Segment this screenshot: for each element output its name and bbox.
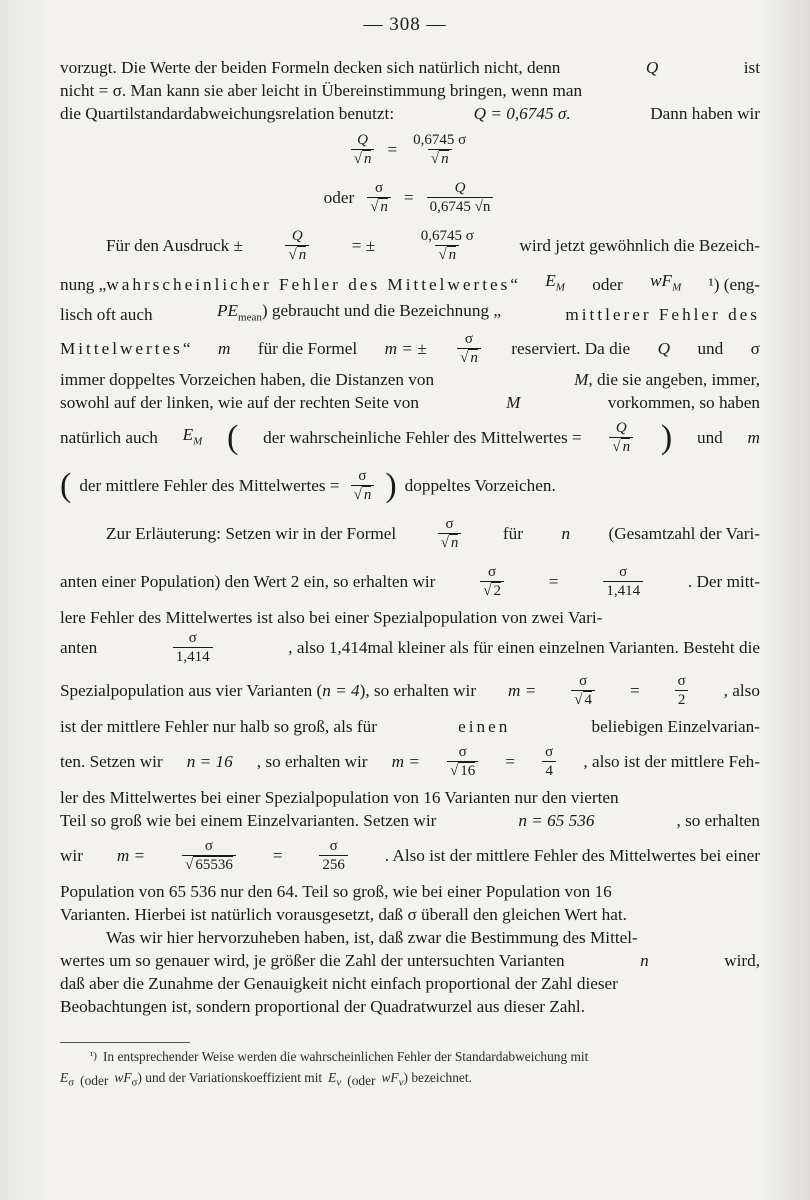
fraction: $\frac{\sigma}{√ 4}$ <box>571 672 595 709</box>
footnote-line: ¹) In entsprechender Weise werden die wahrscheinlichen Fehler der Standardabweichung mit <box>60 1046 760 1067</box>
text-line: anten $\frac{\sigma}{1,414}$ , also 1,414mal kleiner als für einen einzelnen Varianten. Besteht die <box>60 630 760 666</box>
text-line: lere Fehler des Mittelwertes ist also bei einer Spezialpopulation von zwei Vari- <box>60 607 603 627</box>
text-line: ler des Mittelwertes bei einer Spezialpopulation von 16 Varianten nur den vierten <box>60 787 619 807</box>
page-number: — 308 — <box>363 14 447 35</box>
fraction: $\frac{\sigma}{√ 65536}$ <box>182 837 236 874</box>
fraction: $\frac{\sigma}{√ n}$ <box>351 467 375 504</box>
fraction: $\frac{Q}{√ n}$ <box>609 419 633 456</box>
equation-2: oder $\frac{\sigma}{√ n}$ = $\frac{Q}{0,6745 √n}$ <box>60 173 760 221</box>
text-line: Spezialpopulation aus vier Varianten (n = 4), so erhalten wir m = $\frac{\sigma}{√ 4}$ = $\frac{\sigma}{2}$ , also <box>60 673 760 709</box>
text-line: Mittelwertes“ m für die Formel m = ± $\frac{\sigma}{√ n}$ reserviert. Da die Q und σ <box>60 331 760 367</box>
text-line: Was wir hier hervorzuheben haben, ist, daß zwar die Bestimmung des Mittel- <box>106 927 638 947</box>
text-line: Varianten. Hierbei ist natürlich vorausgesetzt, daß σ überall den gleichen Wert hat. <box>60 904 627 924</box>
text-line: wir m = $\frac{\sigma}{√ 65536}$ = $\frac{\sigma}{256}$ . Also ist der mittlere Fehler des Mittelwertes bei einer <box>60 838 760 874</box>
fraction: $\frac{\sigma}{4}$ <box>542 743 556 780</box>
text-line: ist der mittlere Fehler nur halb so groß, als für einen beliebigen Einzelvarian- <box>60 716 760 736</box>
fraction: $\frac{\sigma}{√ n}$ <box>367 179 391 216</box>
text-line: Teil so groß wie bei einem Einzelvarianten. Setzen wir n = 65 536 , so erhalten <box>60 810 760 830</box>
footnote <box>60 1046 760 1094</box>
fraction: $\frac{0,6745 \sigma}{√ n}$ <box>420 227 474 263</box>
text-line: Population von 65 536 nur den 64. Teil so groß, wie bei einer Population von 16 <box>60 881 612 901</box>
text-line: wertes um so genauer wird, je größer die Zahl der untersuchten Varianten n wird, <box>60 950 760 970</box>
fraction: $\frac{\sigma}{√ 2}$ <box>480 563 504 600</box>
text-line: Für den Ausdruck ± $\frac{Q}{√ n}$ = ± $\frac{0,6745 \sigma}{√ n}$ wird jetzt gewöhnlich die Bezeich- <box>106 227 760 263</box>
text-line: daß aber die Zunahme der Genauigkeit nicht einfach proportional der Zahl dieser <box>60 973 618 993</box>
fraction: $\frac{\sigma}{√ n}$ <box>457 330 481 367</box>
fraction: $\frac{Q}{0,6745 √n}$ <box>427 179 494 216</box>
text-line: die Quartilstandardabweichungsrelation benutzt: Q = 0,6745 σ. Dann haben wir <box>60 104 760 123</box>
text-line: anten einer Population) den Wert 2 ein, so erhalten wir $\frac{\sigma}{√ 2}$ = $\frac{\sigma}{1,414}$ . Der mitt- <box>60 564 760 600</box>
text-line: lisch oft auch $PE_{mean}$) gebraucht und die Bezeichnung „ mittlerer Fehler des <box>60 301 760 325</box>
main-text <box>60 56 760 1018</box>
text-line: Beobachtungen ist, sondern proportional der Quadratwurzel aus dieser Zahl. <box>60 996 586 1016</box>
text-line: Zur Erläuterung: Setzen wir in der Formel $\frac{\sigma}{√ n}$ für n (Gesamtzahl der Vari- <box>106 516 760 552</box>
fraction: $\frac{\sigma}{1,414}$ <box>603 563 643 600</box>
footnote-marker: ¹) <box>90 1050 97 1062</box>
text-line: nicht = σ. Man kann sie aber leicht in Übereinstimmung bringen, wenn man <box>60 81 583 100</box>
text-line: ten. Setzen wir n = 16 , so erhalten wir m = $\frac{\sigma}{√ 16}$ = $\frac{\sigma}{4}$ , also ist der mittlere Feh- <box>60 744 760 780</box>
fraction: $\frac{\sigma}{√ n}$ <box>438 515 462 552</box>
text-line: sowohl auf der linken, wie auf der rechten Seite von M vorkommen, so haben <box>60 392 760 412</box>
fraction: $\frac{0,6745 \sigma}{√ n}$ <box>413 131 467 167</box>
fraction: $\frac{Q}{√ n}$ <box>351 131 375 168</box>
fraction: $\frac{Q}{√ n}$ <box>285 227 309 264</box>
fraction: $\frac{\sigma}{256}$ <box>319 837 348 874</box>
text-line: nung „wahrscheinlicher Fehler des Mittelwertes“ $E_M$ oder $wF_M$ ¹) (eng- <box>60 271 760 294</box>
fraction: $\frac{\sigma}{1,414}$ <box>173 629 213 666</box>
text-line: immer doppeltes Vorzeichen haben, die Distanzen von M, die sie angeben, immer, <box>60 369 760 389</box>
fraction: $\frac{\sigma}{√ 16}$ <box>447 743 478 780</box>
text-line: ( der mittlere Fehler des Mittelwertes = $\frac{\sigma}{√ n}$ ) doppeltes Vorzeichen. <box>60 466 556 504</box>
fraction: $\frac{\sigma}{2}$ <box>675 672 689 709</box>
footnote-line: $E_\sigma$ (oder $wF_\sigma$) und der Variationskoeffizient mit $E_v$ (oder $wF_v$) bezeichnet. <box>60 1070 472 1089</box>
equation-1: $\frac{Q}{√ n}$ = $\frac{0,6745 \sigma}{√ n}$ <box>60 125 760 173</box>
footnote-divider <box>60 1042 190 1043</box>
text-line: natürlich auch $E_M$ ( der wahrscheinliche Fehler des Mittelwertes = $\frac{Q}{√ n}$ ) und m <box>60 418 760 456</box>
text-line: vorzugt. Die Werte der beiden Formeln decken sich natürlich nicht, denn Q ist <box>60 58 760 77</box>
